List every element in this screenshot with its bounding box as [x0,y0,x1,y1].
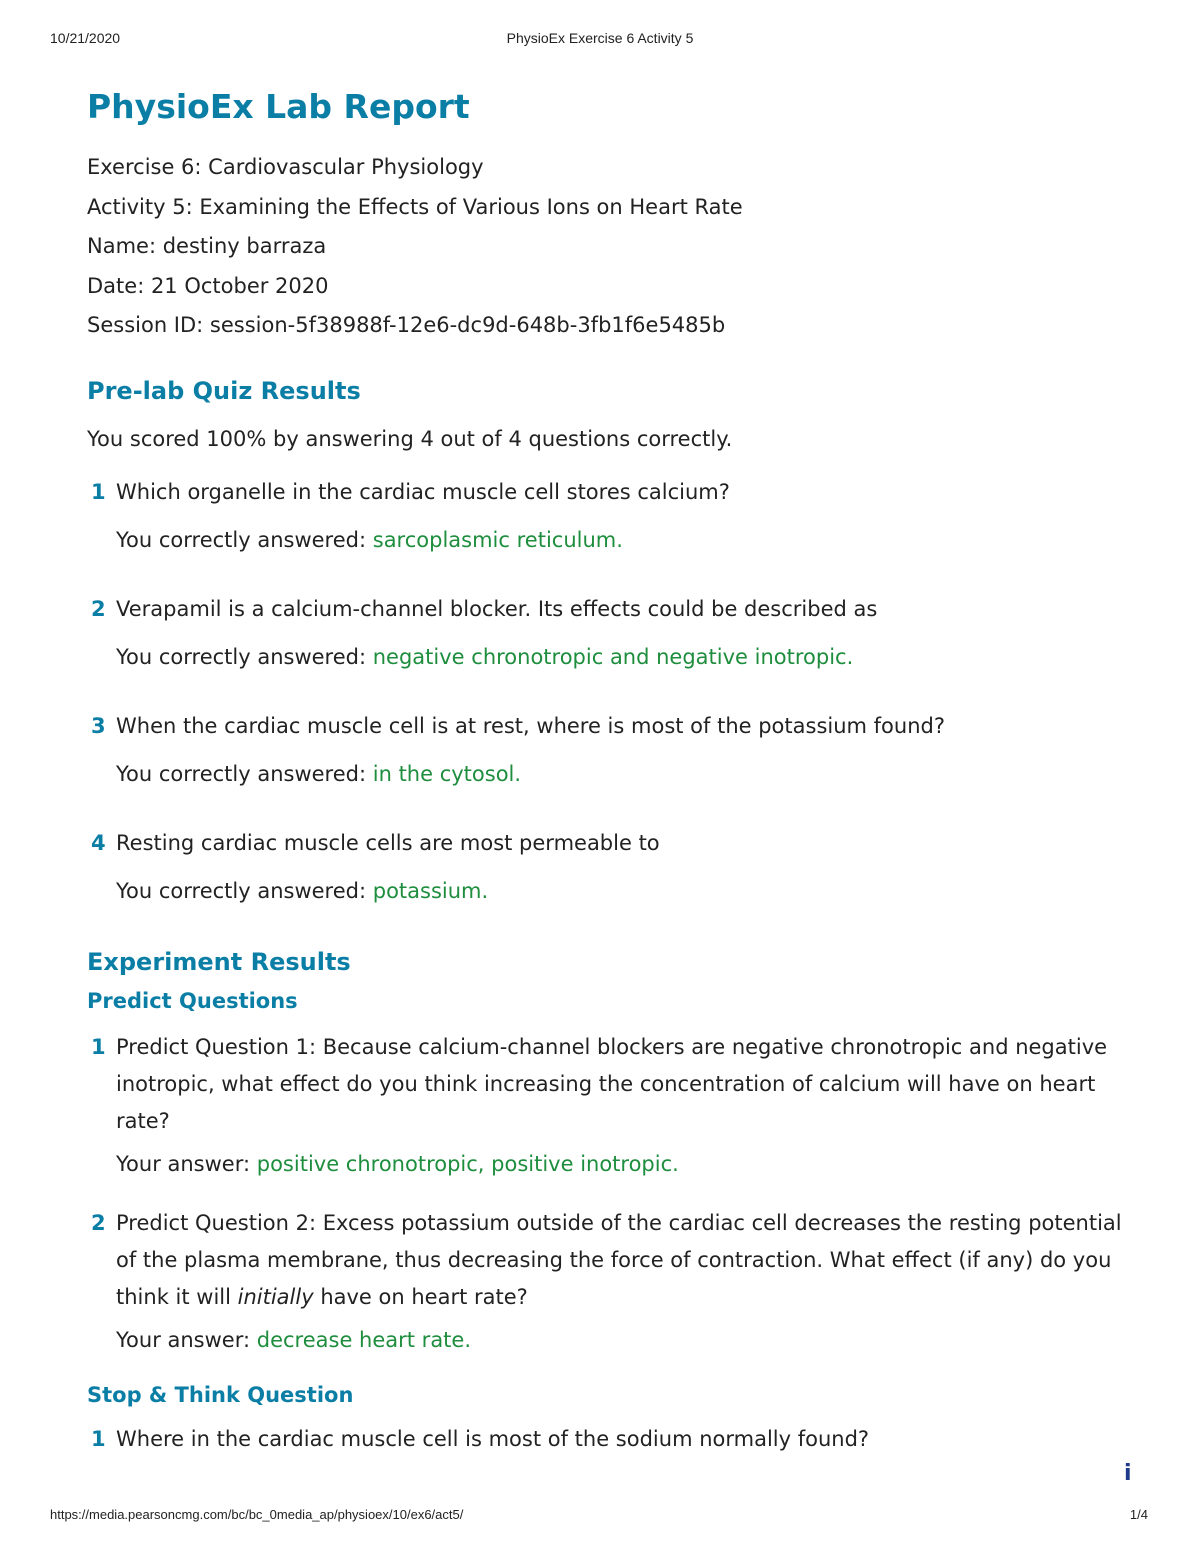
question-text: Which organelle in the cardiac muscle cell stores calcium? [116,479,730,504]
question-number: 1 [91,1034,106,1059]
question-text-end: have on heart rate? [313,1284,528,1309]
footer-url: https://media.pearsoncmg.com/bc/bc_0media_ap/physioex/10/ex6/act5/ [50,1507,464,1522]
page-number: 1/4 [1129,1507,1148,1522]
answer-value: potassium. [372,878,489,903]
question-number: 3 [91,713,106,738]
name-line: Name: destiny barraza [87,234,327,258]
prelab-heading: Pre-lab Quiz Results [87,376,361,405]
predict-answer [87,1149,1147,1179]
prelab-question [87,825,1147,862]
question-emphasis: initially [237,1284,314,1309]
prelab-score: You scored 100% by answering 4 out of 4 questions correctly. [87,426,733,451]
answer-prefix: You correctly answered: [116,644,367,669]
question-text: Where in the cardiac muscle cell is most of the sodium normally found? [116,1426,870,1451]
question-number: 1 [91,479,106,504]
date-line: Date: 21 October 2020 [87,273,329,298]
print-date: 10/21/2020 [50,30,121,46]
print-header [50,30,1150,50]
question-number: 1 [91,1426,106,1451]
info-icon[interactable]: i [1124,1461,1132,1486]
prelab-answer [87,759,1147,789]
report-content [87,82,1147,1458]
predict-question [87,1029,1147,1140]
prelab-answer [87,525,1147,555]
predict-heading: Predict Questions [87,988,298,1013]
report-title: PhysioEx Lab Report [87,87,470,126]
exercise-line: Exercise 6: Cardiovascular Physiology [87,155,484,179]
answer-prefix: You correctly answered: [116,527,367,552]
answer-prefix: You correctly answered: [116,878,367,903]
question-number: 4 [91,830,106,855]
print-footer [50,1507,1148,1527]
question-number: 2 [91,596,106,621]
prelab-question [87,474,1147,511]
stop-think-heading: Stop & Think Question [87,1382,354,1407]
question-text: Predict Question 2: Excess potassium outside of the cardiac cell decreases the resting potential of the plasma membrane, thus decreasing the force of contraction. What effect (if any) do you think it will [116,1210,1122,1309]
answer-prefix: You correctly answered: [116,761,367,786]
answer-value: sarcoplasmic reticulum. [372,527,623,552]
question-text: When the cardiac muscle cell is at rest, where is most of the potassium found? [116,713,945,738]
prelab-question [87,591,1147,628]
question-text: Resting cardiac muscle cells are most permeable to [116,830,660,855]
question-text: Predict Question 1: Because calcium-channel blockers are negative chronotropic and negative inotropic, what effect do you think increasing the concentration of calcium will have on heart rate? [116,1034,1108,1133]
stop-think-question [87,1421,1147,1458]
print-title: PhysioEx Exercise 6 Activity 5 [506,30,694,46]
answer-value: positive chronotropic, positive inotropic. [256,1151,679,1176]
answer-value: negative chronotropic and negative inotropic. [372,644,854,669]
answer-value: decrease heart rate. [256,1327,472,1352]
predict-question [87,1205,1147,1316]
answer-prefix: Your answer: [116,1151,251,1176]
prelab-question [87,708,1147,745]
answer-value: in the cytosol. [372,761,522,786]
prelab-answer [87,642,1147,672]
question-number: 2 [91,1210,106,1235]
session-line: Session ID: session-5f38988f-12e6-dc9d-648b-3fb1f6e5485b [87,313,726,337]
predict-answer [87,1325,1147,1355]
question-text: Verapamil is a calcium-channel blocker. Its effects could be described as [116,596,878,621]
answer-prefix: Your answer: [116,1327,251,1352]
prelab-answer [87,876,1147,906]
experiment-heading: Experiment Results [87,947,351,976]
activity-line: Activity 5: Examining the Effects of Various Ions on Heart Rate [87,194,743,219]
